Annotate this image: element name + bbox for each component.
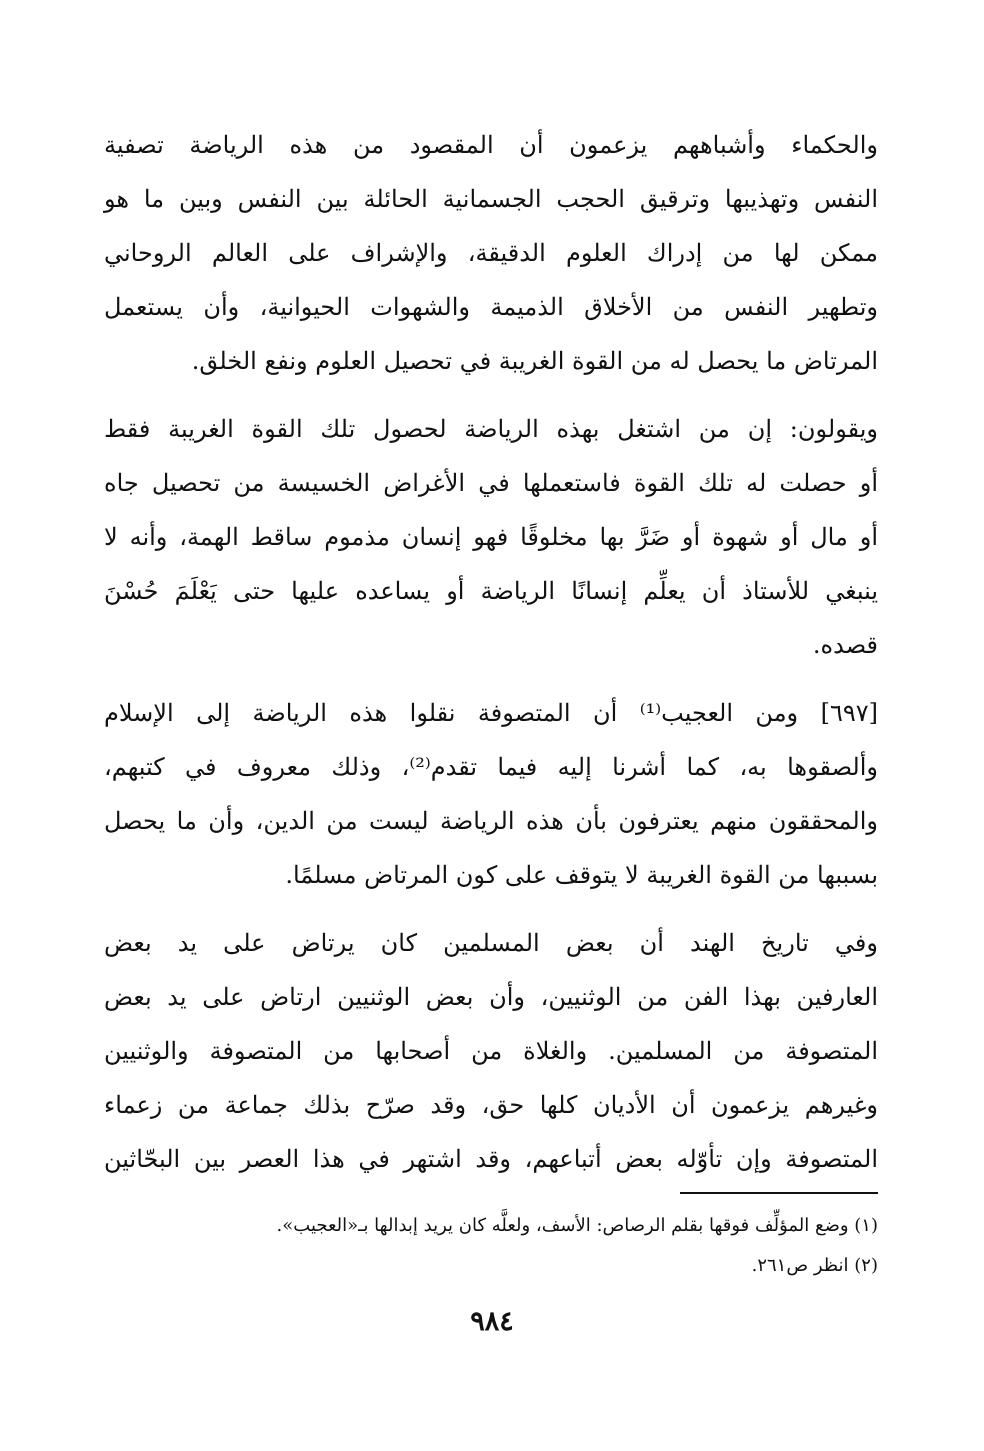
text-line: أو حصلت له تلك القوة فاستعملها في الأغراض الخسيسة من تحصيل جاه bbox=[104, 469, 878, 497]
main-text bbox=[104, 118, 878, 1200]
page-number: ٩٨٤ bbox=[470, 1306, 514, 1337]
text-line: وتطهير النفس من الأخلاق الذميمة والشهوات الحيوانية، وأن يستعمل bbox=[104, 293, 878, 321]
text-line: العارفين بهذا الفن من الوثنيين، وأن بعض الوثنيين ارتاض على يد بعض bbox=[104, 983, 878, 1011]
text-line: ينبغي للأستاذ أن يعلِّم إنسانًا الرياضة أو يساعده عليها حتى يَعْلَمَ حُسْنَ bbox=[104, 577, 878, 605]
paragraph bbox=[104, 686, 878, 902]
text-line: [٦٩٧] ومن العجيب⁽¹⁾ أن المتصوفة نقلوا هذه الرياضة إلى الإسلام bbox=[104, 699, 878, 727]
text-line: أو مال أو شهوة أو ضَرَّ بها مخلوقًا فهو إنسان مذموم ساقط الهمة، وأنه لا bbox=[104, 523, 878, 551]
text-line: قصده. bbox=[812, 631, 878, 659]
paragraph bbox=[104, 402, 878, 672]
text-line: وغيرهم يزعمون أن الأديان كلها حق، وقد صرّح بذلك جماعة من زعماء bbox=[104, 1091, 878, 1119]
text-line: النفس وتهذيبها وترقيق الحجب الجسمانية الحائلة بين النفس وبين ما هو bbox=[104, 185, 878, 213]
text-line: والمحققون منهم يعترفون بأن هذه الرياضة ليست من الدين، وأن ما يحصل bbox=[104, 807, 878, 835]
text-line: والحكماء وأشباههم يزعمون أن المقصود من هذه الرياضة تصفية bbox=[104, 131, 878, 159]
footnote-divider bbox=[680, 1192, 878, 1194]
text-line: ممكن لها من إدراك العلوم الدقيقة، والإشراف على العالم الروحاني bbox=[104, 239, 878, 267]
text-line: المرتاض ما يحصل له من القوة الغريبة في تحصيل العلوم ونفع الخلق. bbox=[191, 347, 878, 375]
text-line: المتصوفة وإن تأوّله بعض أتباعهم، وقد اشتهر في هذا العصر بين البحّاثين bbox=[104, 1145, 878, 1173]
footnotes bbox=[276, 1206, 878, 1286]
text-line: وفي تاريخ الهند أن بعض المسلمين كان يرتاض على يد بعض bbox=[104, 929, 878, 957]
footnote: (٢) انظر ص٢٦١. bbox=[751, 1255, 878, 1276]
text-line: المتصوفة من المسلمين. والغلاة من أصحابها من المتصوفة والوثنيين bbox=[104, 1037, 878, 1065]
text-line: ويقولون: إن من اشتغل بهذه الرياضة لحصول تلك القوة الغريبة فقط bbox=[104, 415, 879, 443]
paragraph bbox=[104, 916, 878, 1186]
footnote: (١) وضع المؤلِّف فوقها بقلم الرصاص: الأسف، ولعلَّه كان يريد إبدالها بـ«العجيب». bbox=[276, 1215, 878, 1236]
paragraph bbox=[104, 118, 878, 388]
text-line: وألصقوها به، كما أشرنا إليه فيما تقدم⁽²⁾، وذلك معروف في كتبهم، bbox=[104, 753, 878, 781]
text-line: بسببها من القوة الغريبة لا يتوقف على كون المرتاض مسلمًا. bbox=[285, 861, 878, 889]
